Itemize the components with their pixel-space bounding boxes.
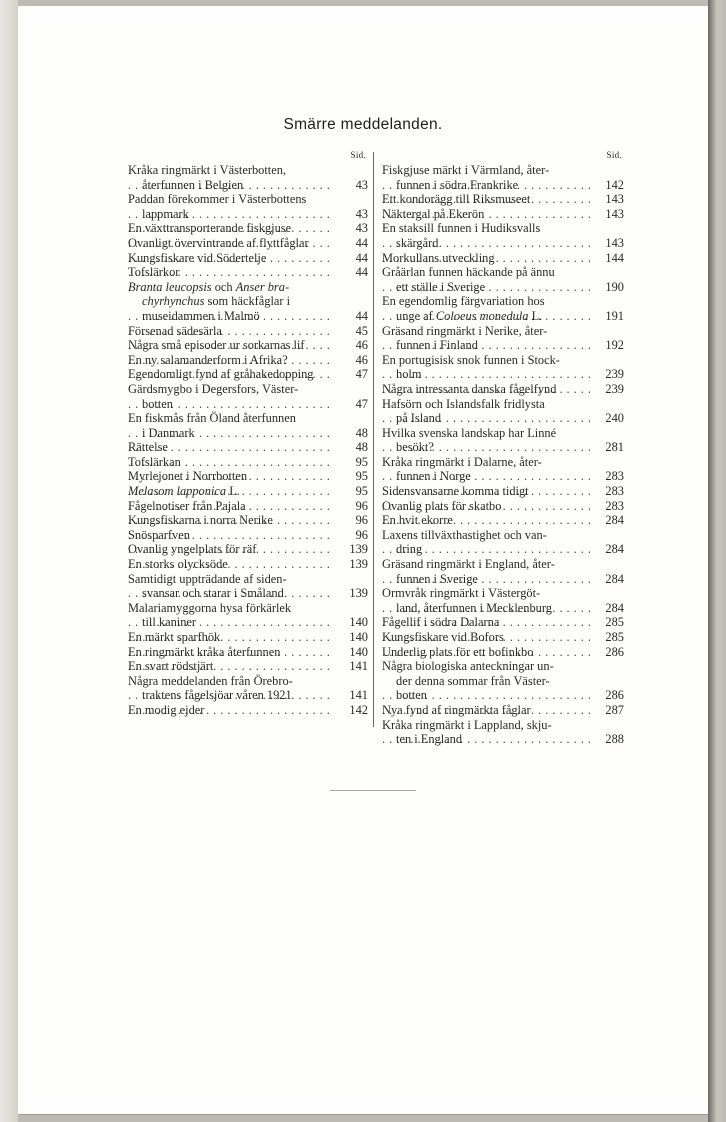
toc-entry-title: Tofslärkan <box>128 454 181 469</box>
toc-entry <box>382 718 624 747</box>
toc-entry-line <box>128 382 368 397</box>
toc-entry-title: Ormvråk ringmärkt i Västergöt- <box>382 586 541 601</box>
toc-entry-title: En fiskmås från Öland återfunnen <box>128 411 296 426</box>
toc-entry <box>382 221 624 250</box>
toc-page-number: 239 <box>605 367 624 382</box>
toc-page-number: 142 <box>349 702 368 717</box>
toc-entry-title: Rättelse <box>128 440 168 455</box>
toc-page-number: 47 <box>355 367 368 382</box>
toc-entry <box>382 397 624 426</box>
toc-entry-line <box>128 630 368 645</box>
toc-entry-line <box>382 324 624 339</box>
page-column-label: Sid. <box>606 150 622 160</box>
toc-entry <box>382 163 624 192</box>
page-title: Smärre meddelanden. <box>283 116 443 133</box>
toc-entry-line <box>382 397 624 412</box>
toc-page-number: 286 <box>605 644 624 659</box>
toc-entry-title: Gärdsmygbo i Degersfors, Väster- <box>128 381 299 396</box>
toc-page-number: 284 <box>605 600 624 615</box>
toc-entry-title: Sidensvansarne komma tidigt <box>382 484 529 499</box>
toc-entry <box>128 601 368 630</box>
toc-entry-title: Paddan förekommer i Västerbottens <box>128 192 307 207</box>
toc-entry-line <box>382 718 624 733</box>
toc-column-right <box>382 148 624 747</box>
toc-page-number: 43 <box>355 221 368 236</box>
toc-entry-title: Några meddelanden från Örebro- <box>128 673 293 688</box>
toc-entry-line <box>382 455 624 470</box>
toc-entry-line <box>128 615 368 630</box>
toc-entry <box>382 455 624 484</box>
toc-entry-title: Samtidigt uppträdande af siden- <box>128 571 287 586</box>
toc-entry-line <box>382 645 624 660</box>
toc-entry-line <box>128 338 368 353</box>
toc-entry <box>128 513 368 528</box>
toc-page-number: 43 <box>355 177 368 192</box>
toc-entry <box>128 280 368 324</box>
toc-entry-title: återfunnen i Belgien <box>142 177 244 192</box>
toc-entry-line <box>128 265 368 280</box>
toc-entry-title: Laxens tillväxthastighet och van- <box>382 527 547 542</box>
toc-entry-line <box>128 280 368 295</box>
toc-entry <box>128 367 368 382</box>
toc-page-number: 139 <box>349 586 368 601</box>
toc-entry-line <box>382 251 624 266</box>
toc-entry-line <box>128 455 368 470</box>
toc-entry-line <box>382 513 624 528</box>
toc-entry-title: Kungsfiskare vid Södertelje <box>128 250 267 265</box>
toc-entry-title: En märkt sparfhök <box>128 630 221 644</box>
toc-page-number: 283 <box>605 484 624 499</box>
toc-entry-line <box>382 178 624 193</box>
toc-entry <box>382 659 624 703</box>
toc-entry-line <box>128 309 368 324</box>
toc-page-number: 45 <box>355 323 368 338</box>
toc-entry-title: Snösparfven <box>128 527 190 542</box>
toc-entry-title: funnen i Sverige <box>396 571 478 586</box>
toc-entry <box>382 557 624 586</box>
toc-entry <box>128 674 368 703</box>
toc-entry-title: Några intressanta danska fågelfynd <box>382 381 557 396</box>
toc-page-number: 281 <box>605 440 624 455</box>
toc-entry-line <box>128 674 368 689</box>
toc-page-number: 284 <box>605 513 624 528</box>
toc-entry-line <box>128 440 368 455</box>
toc-entry-title: Ovanligt övervintrande af flyttfåglar <box>128 235 309 250</box>
toc-entry-title: Fiskgjuse märkt i Värmland, åter- <box>382 163 550 177</box>
toc-entry-title: funnen i södra Frankrike <box>396 177 519 192</box>
toc-entry-title: Branta leucopsis och Anser bra- <box>128 279 290 294</box>
toc-entry-title: Morkullans utveckling <box>382 250 495 265</box>
toc-entry <box>128 265 368 280</box>
toc-entry-title: Kråka ringmärkt i Västerbotten, <box>128 163 287 177</box>
toc-entry-title: ten i England <box>396 732 463 747</box>
toc-entry-line <box>382 382 624 397</box>
toc-entry-line <box>382 280 624 295</box>
toc-entry-line <box>128 294 368 309</box>
toc-entry-line <box>128 397 368 412</box>
toc-entry <box>128 469 368 484</box>
toc-entry <box>128 221 368 236</box>
toc-entry <box>128 572 368 601</box>
toc-page-number: 43 <box>355 206 368 221</box>
toc-entry-title: besökt? <box>396 440 434 455</box>
toc-entry <box>382 192 624 207</box>
toc-page-number: 140 <box>349 644 368 659</box>
toc-entry-title: i Danmark <box>142 425 195 440</box>
toc-entry <box>128 192 368 221</box>
toc-entry <box>128 324 368 339</box>
toc-entry-title: Malariamyggorna hysa förkärlek <box>128 600 292 615</box>
toc-entry-title: Melasom lapponica L. <box>128 484 240 499</box>
toc-entry <box>382 265 624 294</box>
toc-entry-title: Fågelnotiser från Pajala <box>128 498 246 513</box>
toc-entry-line <box>128 601 368 616</box>
toc-entry-line <box>382 674 624 689</box>
toc-page-number: 95 <box>355 484 368 499</box>
toc-entry-line <box>382 703 624 718</box>
toc-entry-line <box>128 469 368 484</box>
toc-entry <box>382 294 624 323</box>
toc-page-number: 96 <box>355 513 368 528</box>
toc-entry-line <box>128 178 368 193</box>
toc-entries-right <box>382 163 624 747</box>
toc-page-number: 287 <box>605 702 624 717</box>
toc-entry <box>382 207 624 222</box>
toc-entry-line <box>128 163 368 178</box>
toc-entry-title: Tofslärkor <box>128 265 180 280</box>
toc-entry <box>128 557 368 572</box>
toc-page-number: 48 <box>355 425 368 440</box>
toc-page-number: 240 <box>605 411 624 426</box>
toc-entry-title: Kungsfiskare vid Bofors <box>382 630 504 644</box>
toc-entry <box>128 455 368 470</box>
toc-entry-line <box>128 251 368 266</box>
toc-page-number: 140 <box>349 615 368 630</box>
toc-page-number: 139 <box>349 542 368 557</box>
toc-page-number: 95 <box>355 469 368 484</box>
toc-entry <box>382 528 624 557</box>
toc-entry-line <box>128 688 368 703</box>
scan-left-margin <box>0 0 18 1122</box>
toc-entry-line <box>382 542 624 557</box>
toc-entry-line <box>128 499 368 514</box>
toc-entry-line <box>382 338 624 353</box>
toc-page-number: 141 <box>349 659 368 674</box>
toc-page-number: 44 <box>355 235 368 250</box>
toc-entry <box>128 382 368 411</box>
toc-entry-title: Nya fynd af ringmärkta fåglar <box>382 702 531 717</box>
toc-entry-title: Ett kondorägg till Riksmuseet <box>382 192 531 207</box>
toc-entry <box>128 484 368 499</box>
toc-page-number: 48 <box>355 440 368 455</box>
toc-entry-line <box>128 324 368 339</box>
toc-entry-line <box>128 207 368 222</box>
toc-page-number: 143 <box>605 235 624 250</box>
toc-page-number: 191 <box>605 308 624 323</box>
toc-page-number: 192 <box>605 338 624 353</box>
column-divider <box>373 152 374 727</box>
toc-entry <box>128 236 368 251</box>
toc-entry <box>382 382 624 397</box>
toc-page-number: 283 <box>605 498 624 513</box>
toc-entry-line <box>382 586 624 601</box>
toc-entry-line <box>128 513 368 528</box>
toc-entry-title: land, återfunnen i Mecklenburg <box>396 600 552 615</box>
toc-entry-line <box>382 528 624 543</box>
toc-entry-line <box>382 601 624 616</box>
toc-entry-line <box>128 557 368 572</box>
toc-page-number: 143 <box>605 192 624 207</box>
toc-entry-line <box>382 207 624 222</box>
end-rule <box>330 790 416 791</box>
toc-page-number: 284 <box>605 571 624 586</box>
toc-entry-line <box>382 615 624 630</box>
toc-page-number: 142 <box>605 177 624 192</box>
toc-entry <box>382 484 624 499</box>
toc-entry <box>382 645 624 660</box>
toc-entry-line <box>382 426 624 441</box>
toc-entry-line <box>382 688 624 703</box>
toc-entry-title: En portugisisk snok funnen i Stock- <box>382 352 560 367</box>
toc-entry <box>128 528 368 543</box>
toc-entry-title: En storks olycksöde <box>128 557 228 572</box>
toc-entry-title: botten <box>142 396 173 411</box>
toc-entry <box>128 703 368 718</box>
toc-entry-title: funnen i Norge <box>396 469 471 484</box>
toc-page-number: 44 <box>355 308 368 323</box>
toc-entry-title: Egendomligt fynd af gråhakedopping <box>128 367 314 382</box>
toc-entry-title: En egendomlig färgvariation hos <box>382 294 545 309</box>
toc-entry <box>128 251 368 266</box>
toc-entry-line <box>382 484 624 499</box>
toc-entry-title: holm <box>396 367 422 382</box>
toc-entry-line <box>382 732 624 747</box>
toc-page-number: 47 <box>355 396 368 411</box>
toc-entry <box>382 513 624 528</box>
toc-entry-title: svansar och starar i Småland <box>142 586 284 601</box>
toc-entry-title: Hvilka svenska landskap har Linné <box>382 425 557 440</box>
toc-page-number: 286 <box>605 688 624 703</box>
toc-entry <box>128 411 368 440</box>
toc-entry-line <box>128 645 368 660</box>
toc-entry-title: på Island <box>396 411 442 426</box>
toc-entry-title: En hvit ekorre <box>382 513 453 528</box>
toc-entry-title: lappmark <box>142 206 189 221</box>
toc-entry <box>382 703 624 718</box>
toc-entry-line <box>128 192 368 207</box>
toc-entry-title: Gråärlan funnen häckande på ännu <box>382 265 555 280</box>
toc-column-left <box>128 148 368 718</box>
toc-entry-title: unge af Coloeus monedula L. <box>396 308 543 323</box>
toc-entry-line <box>382 469 624 484</box>
toc-entry-title: chyrhynchus som häckfåglar i <box>142 294 291 309</box>
toc-entry-title: skärgård <box>396 235 439 250</box>
toc-entry-title: En modig ejder <box>128 702 205 717</box>
toc-entry <box>128 645 368 660</box>
toc-entry-line <box>382 499 624 514</box>
toc-entry-line <box>382 221 624 236</box>
toc-entry-line <box>382 630 624 645</box>
toc-entry-line <box>128 367 368 382</box>
toc-entry-title: Kungsfiskarna i norra Nerike <box>128 513 273 528</box>
toc-entry-title: dring <box>396 542 423 557</box>
toc-entry-title: der denna sommar från Väster- <box>396 673 550 688</box>
toc-page-number: 190 <box>605 279 624 294</box>
toc-page-number: 283 <box>605 469 624 484</box>
toc-page-number: 46 <box>355 338 368 353</box>
toc-page-number: 239 <box>605 381 624 396</box>
toc-entry <box>128 338 368 353</box>
toc-entry-line <box>128 586 368 601</box>
toc-entry-line <box>382 353 624 368</box>
toc-entry-title: Fågellif i södra Dalarna <box>382 615 500 630</box>
toc-entries-left <box>128 163 368 718</box>
toc-entry <box>382 353 624 382</box>
scan-right-edge <box>708 0 726 1122</box>
toc-page-number: 44 <box>355 250 368 265</box>
toc-entry-title: Gräsand ringmärkt i Nerike, åter- <box>382 323 548 338</box>
toc-entry-title: ett ställe i Sverige <box>396 279 486 294</box>
toc-page-number: 285 <box>605 630 624 644</box>
toc-entry-line <box>382 163 624 178</box>
toc-page-number: 96 <box>355 498 368 513</box>
toc-entry-line <box>382 265 624 280</box>
toc-page-number: 143 <box>605 206 624 221</box>
toc-entry-line <box>382 411 624 426</box>
toc-page-number: 46 <box>355 352 368 367</box>
toc-page-number: 139 <box>349 557 368 572</box>
toc-entry-title: traktens fågelsjöar våren 1921 <box>142 688 292 703</box>
toc-entry <box>128 440 368 455</box>
toc-entry-title: En ny salamanderform i Afrika? <box>128 352 288 367</box>
toc-entry-line <box>128 659 368 674</box>
toc-entry-line <box>128 236 368 251</box>
toc-entry-title: botten <box>396 688 427 703</box>
toc-entry-title: till kaniner <box>142 615 197 630</box>
toc-entry-title: funnen i Finland <box>396 338 478 353</box>
toc-entry <box>382 426 624 455</box>
toc-entry-line <box>382 440 624 455</box>
toc-entry-line <box>128 542 368 557</box>
toc-entry <box>128 353 368 368</box>
toc-entry-line <box>382 236 624 251</box>
toc-entry-title: Gräsand ringmärkt i England, åter- <box>382 557 555 572</box>
toc-entry-title: Några biologiska anteckningar un- <box>382 659 554 674</box>
toc-entry-title: Några små episoder ur sorkarnas lif <box>128 338 305 353</box>
toc-entry-title: En ringmärkt kråka återfunnen <box>128 644 281 659</box>
toc-entry-title: En växttransporterande fiskgjuse <box>128 221 292 236</box>
toc-entry-title: Ovanlig yngelplats för räf <box>128 542 257 557</box>
toc-entry-line <box>128 426 368 441</box>
toc-entry-line <box>128 221 368 236</box>
toc-entry <box>128 499 368 514</box>
toc-entry-line <box>382 572 624 587</box>
toc-entry <box>128 542 368 557</box>
toc-page-number: 44 <box>355 265 368 280</box>
toc-entry-line <box>128 703 368 718</box>
toc-page-number: 96 <box>355 527 368 542</box>
toc-entry-line <box>128 528 368 543</box>
toc-entry <box>128 163 368 192</box>
toc-entry-title: Näktergal på Ekerön <box>382 206 485 221</box>
toc-entry-line <box>382 557 624 572</box>
toc-entry <box>382 324 624 353</box>
toc-entry-line <box>382 367 624 382</box>
toc-entry-title: En svart rödstjärt <box>128 659 214 674</box>
toc-entry-line <box>382 659 624 674</box>
toc-entry-line <box>382 192 624 207</box>
toc-entry <box>128 630 368 645</box>
toc-entry-line <box>382 294 624 309</box>
toc-entry-line <box>128 572 368 587</box>
toc-entry-title: Hafsörn och Islandsfalk fridlysta <box>382 396 545 411</box>
toc-page-number: 288 <box>605 732 624 747</box>
toc-entry <box>382 251 624 266</box>
toc-entry-title: Myrlejonet i Norrbotten <box>128 469 248 484</box>
toc-entry-title: Ovanlig plats för skatbo <box>382 498 502 513</box>
toc-entry-line <box>382 309 624 324</box>
toc-entry <box>128 659 368 674</box>
toc-entry-title: En staksill funnen i Hudiksvalls <box>382 221 541 236</box>
toc-entry-title: Underlig plats för ett bofinkbo <box>382 644 534 659</box>
toc-entry-title: museidammen i Malmö <box>142 308 260 323</box>
toc-entry <box>382 615 624 630</box>
toc-entry-line <box>128 353 368 368</box>
toc-page-number: 140 <box>349 630 368 644</box>
toc-page-number: 284 <box>605 542 624 557</box>
toc-entry-line <box>128 411 368 426</box>
page-column-label: Sid. <box>350 150 366 160</box>
toc-entry <box>382 499 624 514</box>
toc-page-number: 285 <box>605 615 624 630</box>
toc-entry-line <box>128 484 368 499</box>
toc-entry-title: Kråka ringmärkt i Dalarne, åter- <box>382 454 542 469</box>
toc-page-number: 141 <box>349 688 368 703</box>
toc-entry-title: Kråka ringmärkt i Lappland, skju- <box>382 717 552 732</box>
toc-entry-title: Försenad sädesärla <box>128 323 222 338</box>
toc-entry <box>382 586 624 615</box>
toc-entry <box>382 630 624 645</box>
toc-page-number: 95 <box>355 454 368 469</box>
toc-page-number: 144 <box>605 250 624 265</box>
